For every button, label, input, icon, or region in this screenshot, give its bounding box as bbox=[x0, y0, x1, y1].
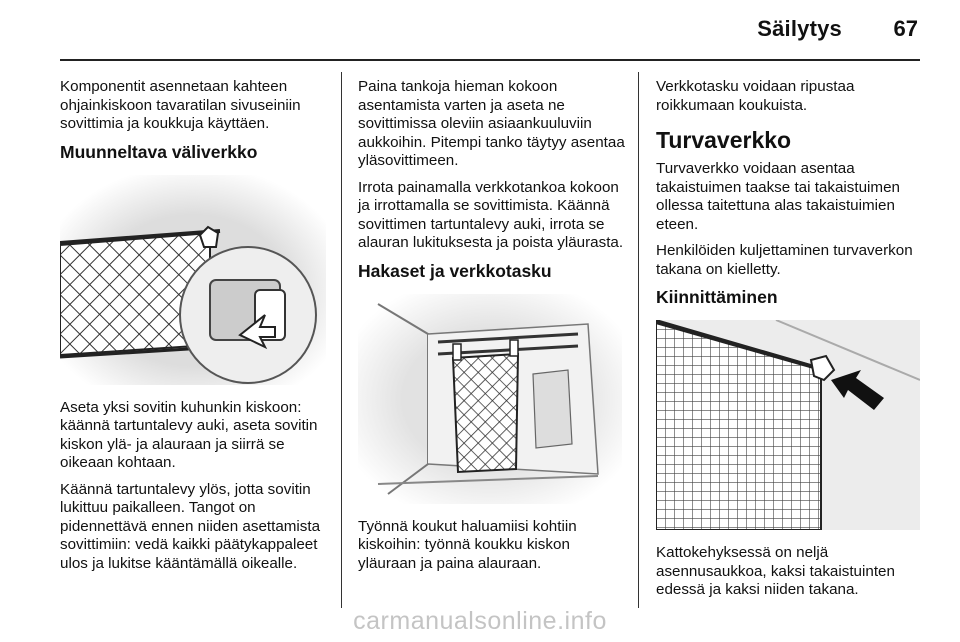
paragraph-rod-remove: Irrota painamalla verkkotankoa kokoon ja irrottamalla se sovittimista. Käännä sovittimen tartuntalevy auki, irrota se alauran lukituksesta ja poista yläurasta. bbox=[358, 178, 624, 251]
paragraph-rod-install: Paina tankoja hieman kokoon asentamista varten ja aseta ne sovittimissa oleviin asiaankuuluviin aukkoihin. Pitempi tanko täytyy asentaa yläsovittimeen. bbox=[358, 78, 625, 169]
paragraph-net-pocket-hang: Verkkotasku voidaan ripustaa roikkumaan koukuista. bbox=[656, 78, 855, 114]
section-heading-attaching: Kiinnittäminen bbox=[656, 287, 778, 307]
intro-paragraph: Komponentit asennetaan kahteen ohjainkiskoon tavaratilan sivuseiniin sovittimia ja koukkuja käyttäen. bbox=[60, 78, 301, 132]
column-1 bbox=[60, 78, 330, 581]
paragraph-adapter-lock: Käännä tartuntalevy ylös, jotta sovitin lukittuu paikalleen. Tangot on pidennettävä ennen niiden asettamista sovittimiin: vedä kaikki päätykappaleet ulos ja lukitse kääntämällä oikealle. bbox=[60, 480, 321, 572]
net-adapter-illustration bbox=[60, 175, 326, 385]
paragraph-hook-install: Työnnä koukut haluamiisi kohtiin kiskoihin: työnnä koukku kiskon yläuraan ja paina alauraan. bbox=[358, 517, 577, 572]
column-3 bbox=[656, 78, 922, 608]
page-number: 67 bbox=[893, 16, 918, 41]
column-divider-1 bbox=[341, 72, 342, 608]
paragraph-adapter-install: Aseta yksi sovitin kuhunkin kiskoon: käännä tartuntalevy auki, aseta sovitin kiskon ylä- ja alauraan ja siirrä se oikeaan kohtaan. bbox=[60, 398, 318, 471]
page-title: Säilytys bbox=[757, 16, 842, 41]
net-pocket-illustration bbox=[358, 294, 622, 504]
section-heading-safety-net: Turvaverkko bbox=[656, 127, 792, 153]
page-header bbox=[0, 0, 960, 60]
section-heading-variable-net: Muunneltava väliverkko bbox=[60, 141, 258, 162]
paragraph-mounting-holes: Kattokehyksessä on neljä asennusaukkoa, kaksi takaistuinten edessä ja kaksi niiden takana. bbox=[656, 544, 895, 598]
column-divider-2 bbox=[638, 72, 639, 608]
column-2 bbox=[358, 78, 628, 581]
watermark: carmanualsonline.info bbox=[353, 607, 607, 635]
section-heading-hooks-net-pocket: Hakaset ja verkkotasku bbox=[358, 260, 552, 281]
safety-net-mounting-illustration bbox=[656, 320, 920, 530]
paragraph-safety-net-install: Turvaverkko voidaan asentaa takaistuimen taakse tai takaistuimen ollessa taitettuna alas takaistuimien eteen. bbox=[656, 160, 900, 233]
header-rule bbox=[60, 59, 920, 61]
paragraph-passenger-warning: Henkilöiden kuljettaminen turvaverkon takana on kielletty. bbox=[656, 242, 913, 278]
